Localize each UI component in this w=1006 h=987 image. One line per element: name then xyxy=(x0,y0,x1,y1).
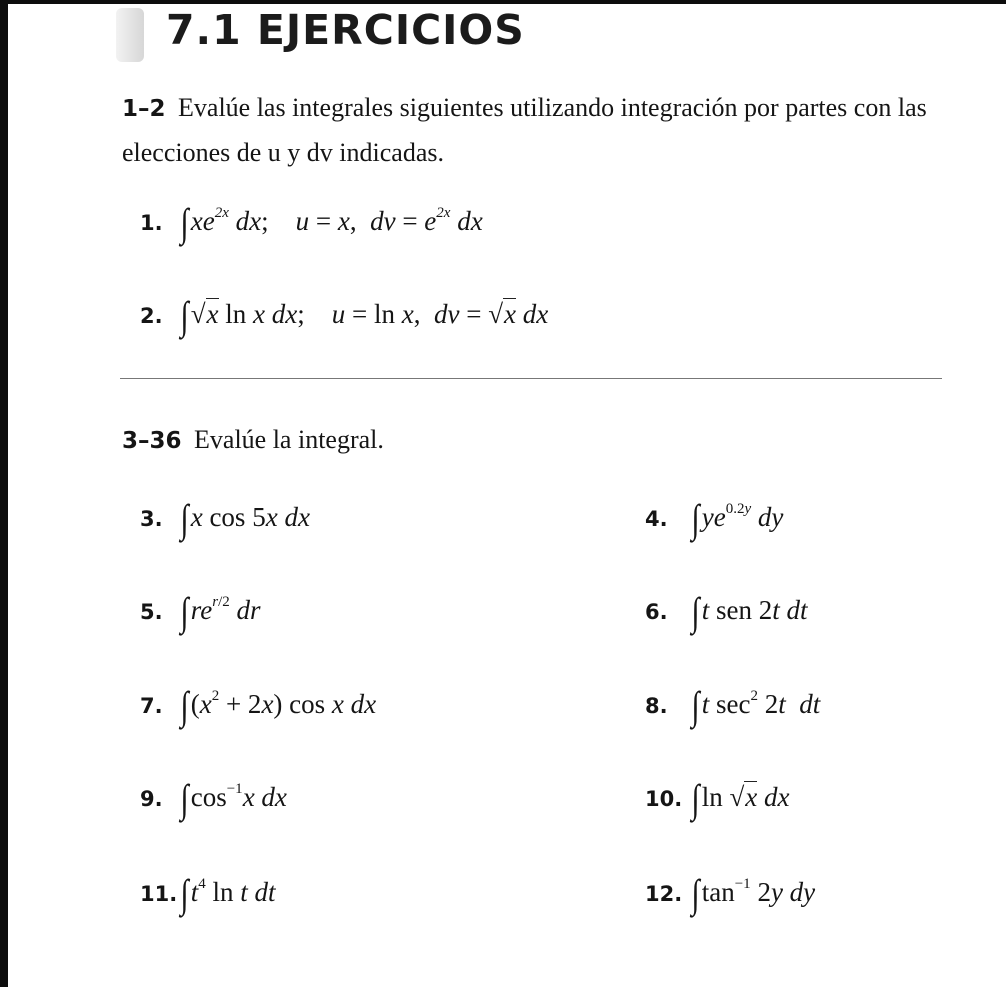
exercise-4 xyxy=(645,495,783,542)
group-instruction: Evalúe las integrales siguientes utilizando integración por partes con las elecciones de u y dv indicadas. xyxy=(122,93,927,167)
exercise-6 xyxy=(645,588,808,635)
exercise-number: 12. xyxy=(645,881,683,906)
exercise-number: 11. xyxy=(140,881,178,906)
exercise-expression: $\int\tan^{-1}$ 2y dy xyxy=(691,871,816,916)
exercise-9 xyxy=(140,775,287,822)
exercise-8 xyxy=(645,682,820,729)
exercise-expression: $\int\cos^{-1}x$ dx xyxy=(180,776,287,821)
image-frame-top xyxy=(0,0,1006,4)
exercise-number: 10. xyxy=(645,786,683,811)
exercise-expression: ∫t $\sec^2 2t$ dt xyxy=(691,683,821,728)
exercise-number: 5. xyxy=(140,599,163,624)
exercise-number: 4. xyxy=(645,506,668,531)
exercise-number: 7. xyxy=(140,693,163,718)
exercise-number: 8. xyxy=(645,693,668,718)
group-header-1-2 xyxy=(122,86,942,175)
exercise-expression: ∫x cos 5x dx xyxy=(180,496,310,541)
exercise-5 xyxy=(140,588,261,635)
exercise-7 xyxy=(140,682,376,729)
exercise-expression: $\int(x^2 + 2x)$ cos x dx xyxy=(180,683,377,728)
exercise-expression: ∫√x ln x dx; u = ln x, dv = √x dx xyxy=(180,293,549,338)
exercise-number: 9. xyxy=(140,786,163,811)
group-range: 1–2 xyxy=(122,96,166,122)
exercise-number: 2. xyxy=(140,303,163,328)
exercise-expression: ∫t sen 2t dt xyxy=(691,589,808,634)
exercise-12 xyxy=(645,870,815,917)
exercise-3 xyxy=(140,495,310,542)
exercise-number: 6. xyxy=(645,599,668,624)
exercise-10 xyxy=(645,775,790,822)
exercise-1 xyxy=(140,199,483,246)
group-header-3-36 xyxy=(122,418,384,463)
exercise-expression: $\int re^{r/2}$ dr xyxy=(180,589,261,634)
exercise-11 xyxy=(140,870,276,917)
section-title: 7.1 EJERCICIOS xyxy=(166,6,525,54)
exercise-expression: ∫ln √x dx xyxy=(691,776,790,821)
exercise-expression: $\int ye^{0.2y}$ dy xyxy=(691,496,784,541)
group-instruction: Evalúe la integral. xyxy=(194,425,384,454)
image-frame-left xyxy=(0,0,8,987)
group-range: 3–36 xyxy=(122,428,182,454)
exercise-expression: $\int t^4$ ln t dt xyxy=(180,871,276,916)
exercise-number: 3. xyxy=(140,506,163,531)
exercise-number: 1. xyxy=(140,210,163,235)
exercise-2 xyxy=(140,292,548,339)
section-divider xyxy=(120,378,942,379)
exercise-expression: $\int xe^{2x}$ dx; u = x, dv = $e^{2x}$ dx xyxy=(180,200,483,245)
section-tab-decoration xyxy=(116,8,144,62)
